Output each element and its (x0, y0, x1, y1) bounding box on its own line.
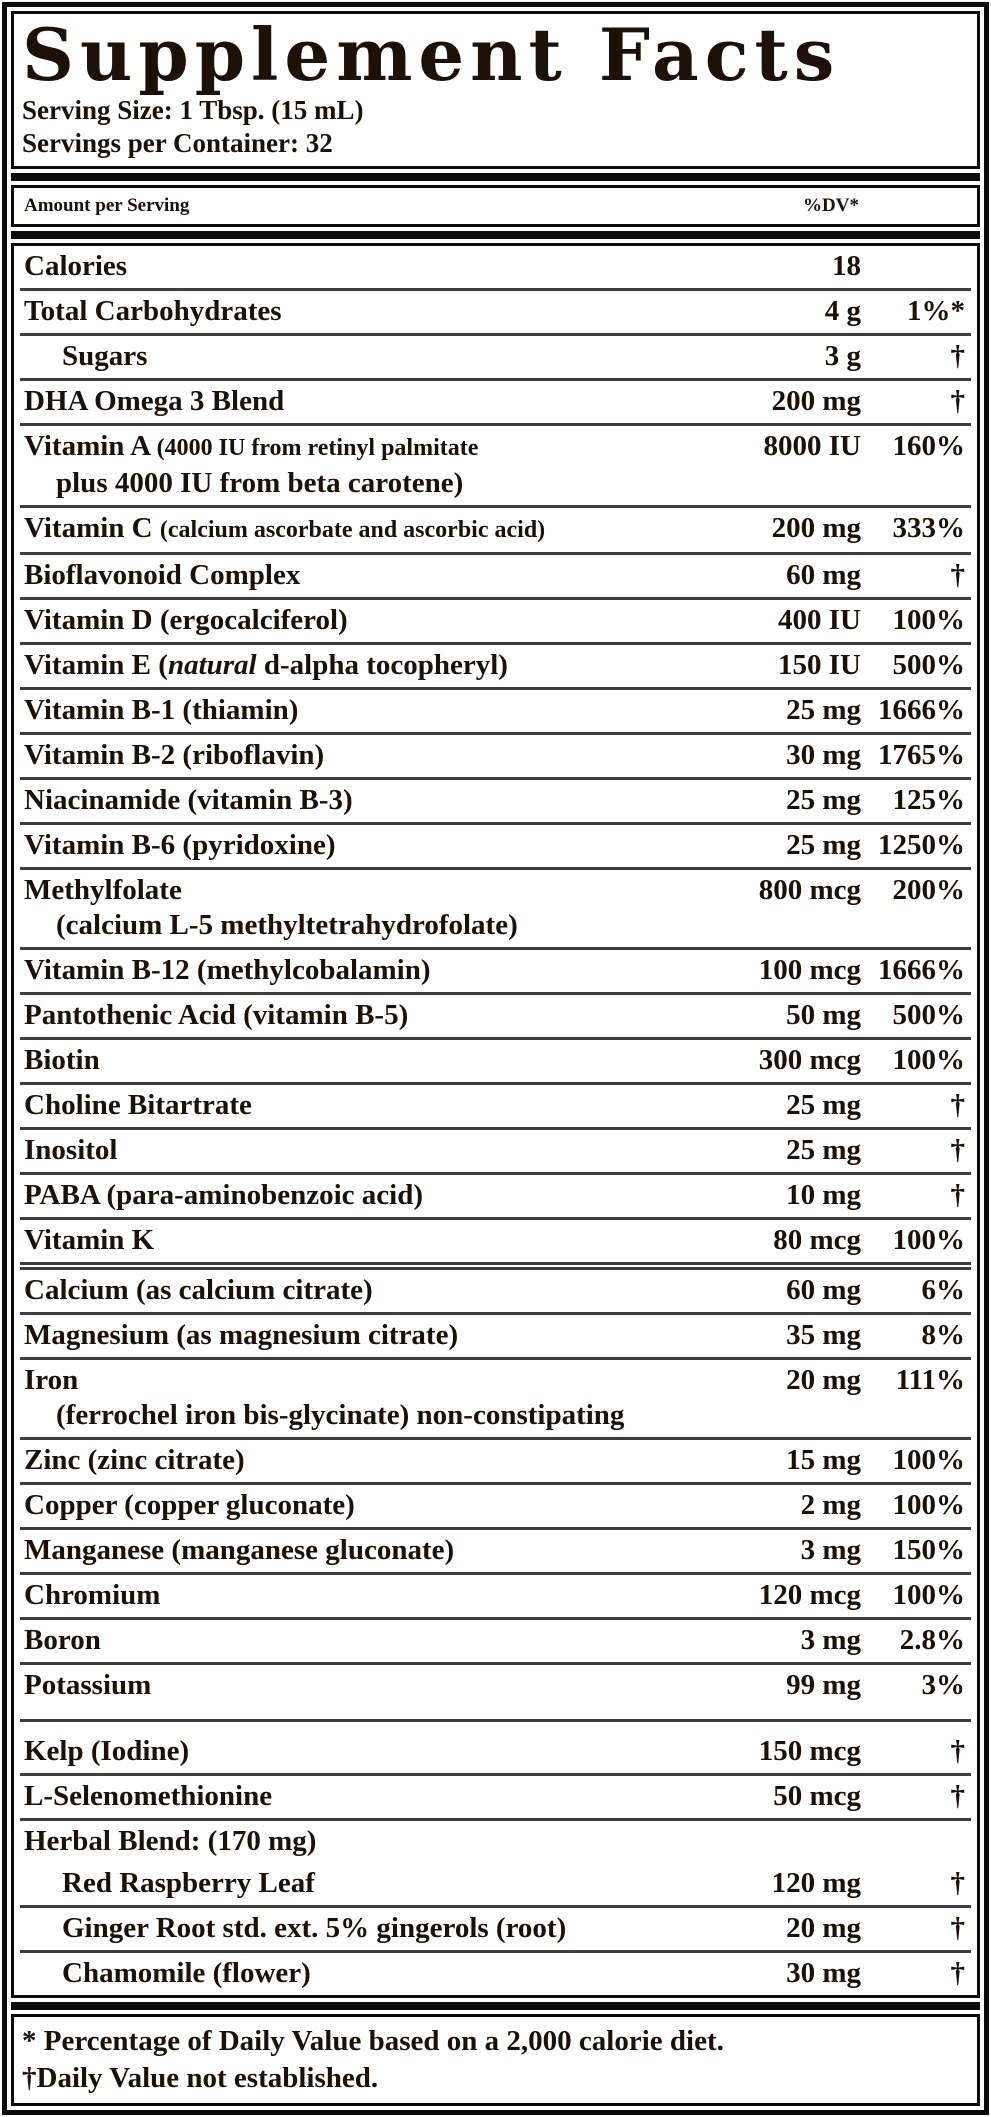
nutrient-dv: 6% (921, 1273, 965, 1306)
nutrient-amount: 4 g (824, 294, 861, 327)
nutrient-name: Manganese (manganese gluconate) (24, 1533, 455, 1566)
nutrient-name: Vitamin C (calcium ascorbate and ascorbic acid) (24, 511, 546, 544)
nutrient-amount: 30 mg (786, 738, 861, 771)
nutrient-name: Bioflavonoid Complex (24, 558, 301, 591)
nutrient-name: Inositol (24, 1133, 118, 1166)
nutrient-row (20, 1127, 971, 1172)
nutrient-row (20, 1262, 971, 1312)
nutrient-row (20, 333, 971, 378)
nutrient-amount: 150 mcg (758, 1734, 861, 1767)
nutrient-row (20, 1863, 971, 1905)
nutrient-amount: 25 mg (786, 1133, 861, 1166)
nutrient-row (20, 1662, 971, 1707)
nutrient-name: Calories (24, 249, 128, 282)
nutrient-amount: 60 mg (786, 1273, 861, 1306)
nutrient-dv: † (950, 1178, 965, 1211)
nutrient-row (20, 423, 971, 505)
nutrient-row (20, 1773, 971, 1818)
nutrient-dv: † (950, 1133, 965, 1166)
nutrient-row (20, 687, 971, 732)
nutrient-amount: 3 mg (800, 1533, 861, 1566)
nutrient-name-line2: plus 4000 IU from beta carotene) (56, 466, 464, 499)
nutrient-dv: † (950, 1956, 965, 1989)
nutrient-row (20, 378, 971, 423)
nutrient-amount: 20 mg (786, 1911, 861, 1944)
nutrient-dv: 100% (892, 1223, 965, 1256)
nutrient-amount: 120 mg (771, 1866, 861, 1899)
nutrient-dv: 1250% (878, 828, 965, 861)
nutrient-dv: 8% (921, 1318, 965, 1351)
nutrient-dv: 3% (921, 1668, 965, 1701)
nutrient-name: Niacinamide (vitamin B-3) (24, 783, 353, 816)
nutrient-name: Methylfolate (24, 873, 182, 906)
nutrient-dv: 100% (892, 1443, 965, 1476)
nutrient-row (20, 642, 971, 687)
nutrient-name: Vitamin K (24, 1223, 155, 1256)
nutrient-row (20, 1905, 971, 1950)
nutrient-name: Sugars (62, 339, 148, 372)
nutrient-row (20, 777, 971, 822)
divider-band (11, 2002, 980, 2010)
nutrient-row (20, 732, 971, 777)
nutrient-name: Kelp (Iodine) (24, 1734, 190, 1767)
nutrient-name-line2: (calcium L-5 methyltetrahydrofolate) (56, 908, 518, 941)
nutrient-name: Vitamin B-6 (pyridoxine) (24, 828, 336, 861)
nutrient-dv: 1666% (878, 953, 965, 986)
serving-size: Serving Size: 1 Tbsp. (15 mL) (22, 94, 364, 125)
nutrient-name: DHA Omega 3 Blend (24, 384, 285, 417)
nutrient-row (20, 1482, 971, 1527)
nutrient-name: Calcium (as calcium citrate) (24, 1273, 373, 1306)
nutrient-amount: 2 mg (800, 1488, 861, 1521)
nutrient-name: Choline Bitartrate (24, 1088, 252, 1121)
nutrient-row (20, 1437, 971, 1482)
amount-per-serving-header: Amount per Serving (24, 194, 190, 216)
nutrient-dv: 150% (892, 1533, 965, 1566)
nutrient-dv: 333% (892, 511, 965, 544)
nutrient-name: Zinc (zinc citrate) (24, 1443, 245, 1476)
nutrient-dv: † (950, 339, 965, 372)
page-title: Supplement Facts (22, 12, 841, 97)
footnote-daily-value: * Percentage of Daily Value based on a 2,000 calorie diet. (22, 2024, 724, 2057)
nutrient-dv: 160% (892, 429, 965, 462)
nutrient-dv: 500% (892, 998, 965, 1031)
divider-band (11, 231, 980, 239)
nutrient-amount: 8000 IU (763, 429, 861, 462)
nutrient-name: Iron (24, 1363, 79, 1396)
nutrient-dv: † (950, 558, 965, 591)
nutrient-row (20, 1572, 971, 1617)
nutrient-dv: † (950, 1779, 965, 1812)
nutrient-name: Potassium (24, 1668, 152, 1701)
nutrient-dv: † (950, 1911, 965, 1944)
nutrient-amount: 80 mcg (773, 1223, 861, 1256)
nutrient-dv: 100% (892, 1578, 965, 1611)
nutrient-amount: 35 mg (786, 1318, 861, 1351)
nutrient-dv: 1765% (878, 738, 965, 771)
nutrient-amount: 300 mcg (758, 1043, 861, 1076)
nutrient-amount: 18 (832, 249, 861, 282)
nutrient-amount: 20 mg (786, 1363, 861, 1396)
footnote-dagger: †Daily Value not established. (22, 2061, 379, 2094)
nutrient-name: Vitamin B-2 (riboflavin) (24, 738, 325, 771)
nutrient-row (20, 552, 971, 597)
nutrient-row (20, 1950, 971, 1995)
nutrient-dv: 100% (892, 603, 965, 636)
nutrient-amount: 99 mg (786, 1668, 861, 1701)
nutrient-row (20, 288, 971, 333)
nutrient-amount: 25 mg (786, 693, 861, 726)
nutrient-name: Total Carbohydrates (24, 294, 282, 327)
nutrient-row (20, 1527, 971, 1572)
nutrient-name: Vitamin B-12 (methylcobalamin) (24, 953, 431, 986)
supplement-facts-label (2, 2, 989, 2115)
nutrient-table (11, 243, 980, 1998)
nutrient-name: Ginger Root std. ext. 5% gingerols (root) (62, 1911, 567, 1944)
nutrient-row (20, 1357, 971, 1437)
nutrient-row (20, 947, 971, 992)
nutrient-amount: 15 mg (786, 1443, 861, 1476)
nutrient-dv: † (950, 1088, 965, 1121)
nutrient-amount: 800 mcg (758, 873, 861, 906)
nutrient-name: Boron (24, 1623, 101, 1656)
nutrient-name: Vitamin E (natural d-alpha tocopheryl) (24, 648, 508, 681)
nutrient-row (20, 822, 971, 867)
nutrient-dv: † (950, 1866, 965, 1899)
nutrient-dv: 1%* (907, 294, 965, 327)
nutrient-dv: † (950, 1734, 965, 1767)
nutrient-row (20, 867, 971, 947)
nutrient-name: L-Selenomethionine (24, 1779, 273, 1812)
column-header-box (11, 185, 980, 227)
nutrient-dv: 111% (895, 1363, 965, 1396)
nutrient-dv: 1666% (878, 693, 965, 726)
nutrient-row (20, 597, 971, 642)
nutrient-row (20, 1037, 971, 1082)
nutrient-name: Chamomile (flower) (62, 1956, 311, 1989)
nutrient-dv: 2.8% (899, 1623, 965, 1656)
nutrient-amount: 10 mg (786, 1178, 861, 1211)
nutrient-dv: 200% (892, 873, 965, 906)
nutrient-amount: 50 mcg (773, 1779, 861, 1812)
nutrient-amount: 50 mg (786, 998, 861, 1031)
nutrient-name: PABA (para-aminobenzoic acid) (24, 1178, 423, 1211)
servings-per-container: Servings per Container: 32 (22, 127, 333, 158)
nutrient-amount: 400 IU (778, 603, 861, 636)
nutrient-name: Chromium (24, 1578, 161, 1611)
nutrient-amount: 200 mg (771, 384, 861, 417)
nutrient-name: Pantothenic Acid (vitamin B-5) (24, 998, 409, 1031)
nutrient-dv: 100% (892, 1043, 965, 1076)
nutrient-amount: 30 mg (786, 1956, 861, 1989)
nutrient-name-line2: (ferrochel iron bis-glycinate) non-constipating (56, 1398, 625, 1431)
nutrient-name: Vitamin B-1 (thiamin) (24, 693, 299, 726)
nutrient-row (20, 1082, 971, 1127)
nutrient-row (20, 1719, 971, 1773)
nutrient-amount: 100 mcg (758, 953, 861, 986)
divider-band (11, 173, 980, 181)
nutrient-row (20, 992, 971, 1037)
nutrient-name: Biotin (24, 1043, 100, 1076)
nutrient-row (20, 1172, 971, 1217)
nutrient-amount: 3 g (824, 339, 861, 372)
nutrient-row (20, 246, 971, 288)
nutrient-name: Red Raspberry Leaf (62, 1866, 315, 1899)
nutrient-name: Magnesium (as magnesium citrate) (24, 1318, 459, 1351)
dv-header: %DV* (803, 194, 859, 216)
nutrient-row (20, 1617, 971, 1662)
nutrient-row (20, 505, 971, 552)
nutrient-name: Herbal Blend: (170 mg) (24, 1824, 317, 1857)
nutrient-dv: 100% (892, 1488, 965, 1521)
header-box (11, 11, 980, 169)
nutrient-dv: 500% (892, 648, 965, 681)
nutrient-amount: 3 mg (800, 1623, 861, 1656)
nutrient-amount: 150 IU (778, 648, 861, 681)
nutrient-row (20, 1312, 971, 1357)
nutrient-amount: 60 mg (786, 558, 861, 591)
nutrient-amount: 25 mg (786, 1088, 861, 1121)
nutrient-name: Vitamin D (ergocalciferol) (24, 603, 348, 636)
nutrient-row (20, 1818, 971, 1863)
nutrient-amount: 120 mcg (758, 1578, 861, 1611)
nutrient-row (20, 1217, 971, 1262)
nutrient-name: Vitamin A (4000 IU from retinyl palmitate (24, 429, 479, 462)
nutrient-name: Copper (copper gluconate) (24, 1488, 355, 1521)
nutrient-amount: 25 mg (786, 783, 861, 816)
nutrient-amount: 25 mg (786, 828, 861, 861)
footnote-box (11, 2014, 980, 2106)
nutrient-dv: 125% (892, 783, 965, 816)
nutrient-amount: 200 mg (771, 511, 861, 544)
nutrient-dv: † (950, 384, 965, 417)
